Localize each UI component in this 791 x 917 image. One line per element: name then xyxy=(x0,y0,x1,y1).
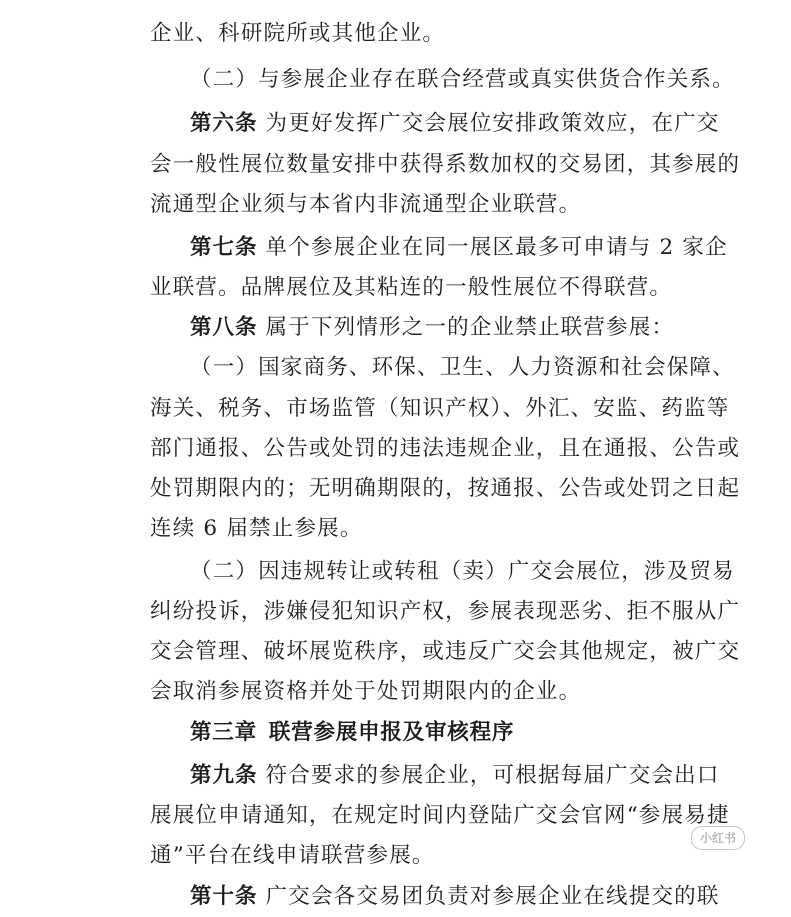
text-line-10 xyxy=(150,389,730,429)
line-text: 会一般性展位数量安排中获得系数加权的交易团，其参展的 xyxy=(150,152,741,177)
article-9-line xyxy=(190,756,730,796)
text-line-5 xyxy=(150,185,690,225)
text-line-12 xyxy=(150,469,741,509)
watermark-logo-text: 小红书 xyxy=(699,831,736,845)
text-line-14 xyxy=(190,552,735,592)
line-text: 为更好发挥广交会展位安排政策效应，在广交 xyxy=(257,111,720,136)
text-line-1 xyxy=(150,14,690,54)
line-text: 处罚期限内的；无明确期限的，按通报、公告或处罚之日起 xyxy=(150,476,741,501)
line-text: 部门通报、公告或处罚的违法违规企业，且在通报、公告或 xyxy=(150,436,741,461)
chapter-title: 联营参展申报及审核程序 xyxy=(268,720,515,745)
article-label: 第十条 xyxy=(190,884,258,909)
line-text: 单个参展企业在同一展区最多可申请与 2 家企 xyxy=(257,235,728,260)
article-label: 第九条 xyxy=(190,763,258,788)
line-text: 广交会各交易团负责对参展企业在线提交的联 xyxy=(257,884,720,909)
chapter-heading xyxy=(190,713,730,753)
line-text: 纠纷投诉，涉嫌侵犯知识产权，参展表现恶劣、拒不服从广 xyxy=(150,599,741,624)
line-text: （一）国家商务、环保、卫生、人力资源和社会保障、 xyxy=(190,355,735,380)
line-text: 业联营。品牌展位及其粘连的一般性展位不得联营。 xyxy=(150,275,673,300)
article-label: 第六条 xyxy=(190,111,258,136)
article-8-line xyxy=(190,308,730,348)
text-line-21 xyxy=(150,836,690,876)
article-10-line xyxy=(190,877,730,917)
text-line-13 xyxy=(150,509,690,549)
line-text: 会取消参展资格并处于处罚期限内的企业。 xyxy=(150,679,582,704)
text-line-15 xyxy=(150,592,741,632)
line-text: 展展位申请通知，在规定时间内登陆广交会官网“参展易捷 xyxy=(150,803,730,828)
text-line-9 xyxy=(190,348,735,388)
line-text: 交会管理、破坏展览秩序，或违反广交会其他规定，被广交 xyxy=(150,639,741,664)
article-6-line xyxy=(190,104,730,144)
article-label: 第八条 xyxy=(190,315,258,340)
text-line-7 xyxy=(150,268,690,308)
text-line-2 xyxy=(190,60,735,100)
article-7-line xyxy=(190,228,730,268)
line-text: 属于下列情形之一的企业禁止联营参展： xyxy=(257,315,675,340)
line-text: 流通型企业须与本省内非流通型企业联营。 xyxy=(150,192,582,217)
line-text: 海关、税务、市场监管（知识产权）、外汇、安监、药监等 xyxy=(150,396,730,421)
text-line-17 xyxy=(150,672,690,712)
line-text: 企业、科研院所或其他企业。 xyxy=(150,21,446,46)
article-label: 第七条 xyxy=(190,235,258,260)
line-text: （二）与参展企业存在联合经营或真实供货合作关系。 xyxy=(190,67,735,92)
chapter-number: 第三章 xyxy=(190,720,257,745)
text-line-16 xyxy=(150,632,741,672)
text-line-11 xyxy=(150,429,741,469)
line-text: （二）因违规转让或转租（卖）广交会展位，涉及贸易 xyxy=(190,559,735,584)
watermark-logo xyxy=(691,826,745,850)
line-text: 连续 6 届禁止参展。 xyxy=(150,516,363,541)
text-line-20 xyxy=(150,796,730,836)
text-line-4 xyxy=(150,145,741,185)
line-text: 符合要求的参展企业，可根据每届广交会出口 xyxy=(257,763,720,788)
line-text: 通”平台在线申请联营参展。 xyxy=(150,843,435,868)
